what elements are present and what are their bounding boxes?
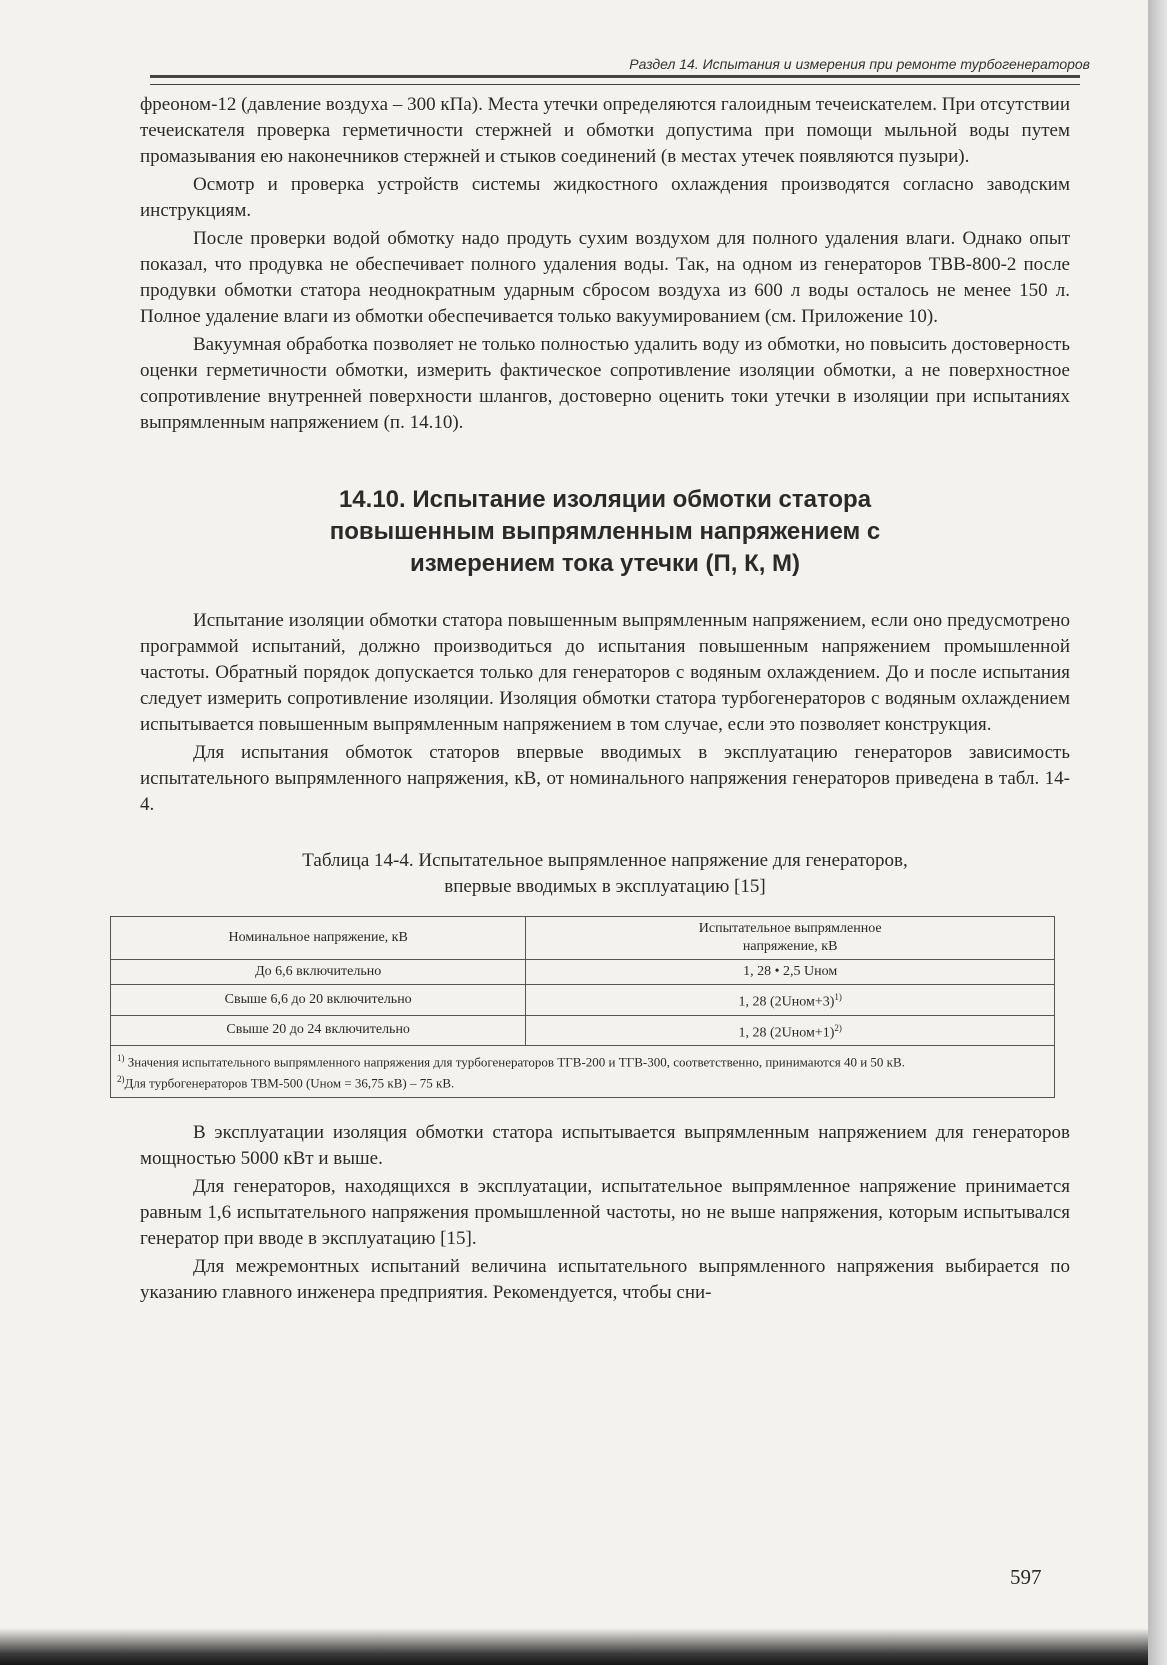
table-row [111,985,1055,1016]
table-cell: Свыше 20 до 24 включительно [111,1015,526,1046]
header-text: Испытательное выпрямленное [698,921,882,936]
header-rule [150,75,1080,85]
table-footnote [117,1071,1048,1091]
cell-text: 1, 28 (2Uном+3) [738,994,835,1010]
section-heading-line: 14.10. Испытание изоляции обмотки статора [338,486,872,513]
paragraph: Осмотр и проверка устройств системы жидкостного охлаждения производятся согласно заводским инструкциям. [140,174,1070,221]
table-row [111,1015,1055,1046]
table-footnote [117,1050,1048,1070]
paragraph: Испытание изоляции обмотки статора повышенным выпрямленным напряжением, если оно предусмотрено программой испытаний, должно производиться до испытания повышенным напряжением промышленной частоты. Обратный порядок допускается только для генераторов с водяным охлаждением. До и после испытания следует измерить сопротивление изоляции. Изоляция обмотки статора турбогенераторов с водяным охлаждением испытывается повышенным выпрямленным напряжением в том случае, если это позволяет конструкция. [140,610,1070,735]
voltage-table [110,916,1055,1098]
table-footnote-row [111,1046,1055,1098]
footnote-text: Значения испытательного выпрямленного напряжения для турбогенераторов ТГВ-200 и ТГВ-300, соответственно, принимаются 40 и 50 кВ. [127,1054,905,1070]
section-heading [140,484,1070,580]
header-text: напряжение, кВ [742,939,838,954]
page-body [117,92,1070,1308]
table-cell: До 6,6 включительно [111,960,526,985]
paragraph: фреоном-12 (давление воздуха – 300 кПа). Места утечки определяются галоидным течеискателем. При отсутствии течеискателя проверка герметичности стержней и обмотки допустима при помощи мыльной воды путем промазывания ею наконечников стержней и стыков соединений (в местах утечек появляются пузыри). [140,94,1070,167]
footnote-mark: 2) [117,1073,125,1084]
table-cell: Свыше 6,6 до 20 включительно [111,985,526,1016]
cell-text: 1, 28 (2Uном+1) [738,1025,835,1041]
page-number: 597 [1010,1565,1042,1589]
paragraph: В эксплуатации изоляция обмотки статора испытывается выпрямленным напряжением для генераторов мощностью 5000 кВт и выше. [140,1121,1070,1169]
table-cell [526,985,1055,1016]
table-cell [526,960,1055,985]
section-heading-line: повышенным выпрямленным напряжением с [329,518,881,545]
paragraph: Для испытания обмоток статоров впервые вводимых в эксплуатацию генераторов зависимость испытательного выпрямленного напряжения, кВ, от номинального напряжения генераторов приведена в табл. 14-4. [140,742,1070,815]
paragraph: Для генераторов, находящихся в эксплуатации, испытательное выпрямленное напряжение принимается равным 1,6 испытательного напряжения промышленной частоты, но не выше напряжения, которым испытывался генератор при вводе в эксплуатацию [15]. [140,1175,1070,1249]
paragraph: Для межремонтных испытаний величина испытательного выпрямленного напряжения выбирается по указанию главного инженера предприятия. Рекомендуется, чтобы сни- [140,1255,1070,1303]
footnote-ref: 2) [834,1022,842,1033]
table-header-cell [526,917,1055,960]
paragraph: После проверки водой обмотку надо продуть сухим воздухом для полного удаления влаги. Однако опыт показал, что продувка не обеспечивает полного удаления воды. Так, на одном из генераторов ТВВ-800-2 после продувки обмотки статора неоднократным ударным сбросом воздуха из 600 л воды осталось не менее 150 л. Полное удаление влаги из обмотки обеспечивается только вакуумированием (см. Приложение 10). [140,228,1070,327]
page-edge [1148,0,1167,1665]
paragraph: Вакуумная обработка позволяет не только полностью удалить воду из обмотки, но повысить достоверность оценки герметичности обмотки, измерить фактическое сопротивление изоляции обмотки, а не поверхностное сопротивление внутренней поверхности шлангов, достоверно оценить токи утечки в изоляции при испытаниях выпрямленным напряжением (п. 14.10). [140,334,1070,433]
table-header-row [111,917,1055,960]
footnote-mark: 1) [117,1053,125,1064]
cell-text: 1, 28 • 2,5 Uном [743,964,838,979]
running-header: Раздел 14. Испытания и измерения при ремонте турбогенераторов [629,56,1090,72]
scan-shadow [0,1628,1148,1665]
table-caption-line: впервые вводимых в эксплуатацию [15] [444,876,766,897]
table-cell [526,1015,1055,1046]
footnote-ref: 1) [834,992,842,1002]
footnote-text: Для турбогенераторов ТВМ-500 (Uном = 36,75 кВ) – 75 кВ. [124,1074,455,1090]
section-heading-line: измерением тока утечки (П, К, М) [409,550,801,577]
closing-text [140,1120,1070,1306]
table-header-cell: Номинальное напряжение, кВ [111,917,526,960]
table-caption-line: Таблица 14-4. Испытательное выпрямленное напряжение для генераторов, [302,850,908,871]
table-footnotes [111,1046,1055,1098]
table-caption [140,848,1070,900]
table-row [111,960,1055,985]
